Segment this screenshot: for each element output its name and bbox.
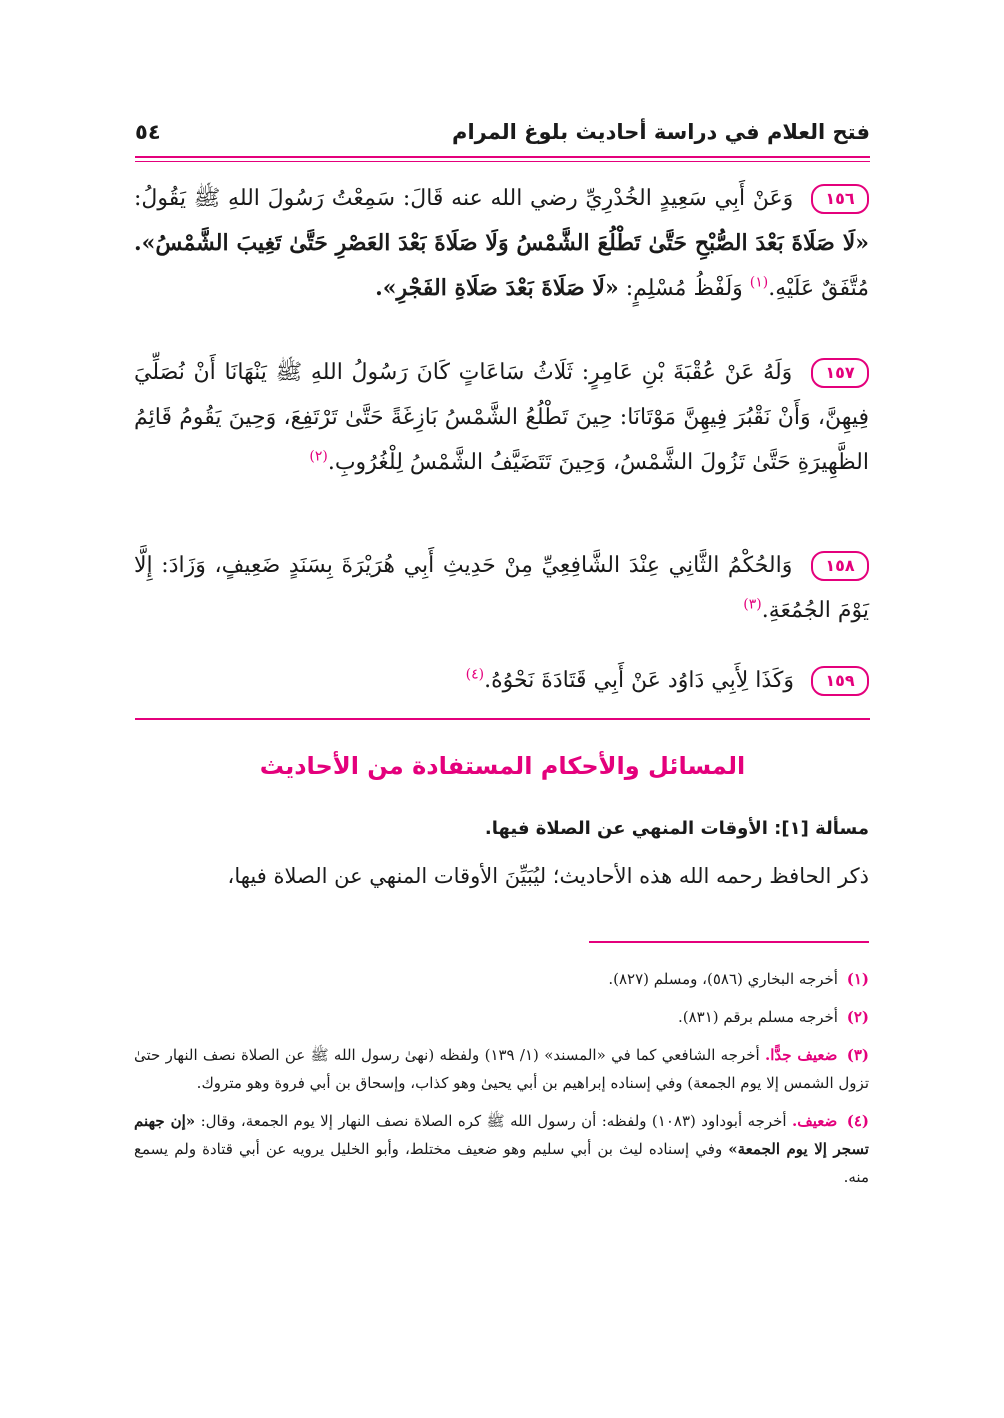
hadith-quote-2: «لَا صَلَاةَ بَعْدَ صَلَاةِ الفَجْرِ». xyxy=(375,275,619,301)
hadith-number-badge: ١٥٦ xyxy=(811,184,869,214)
hadith-text: وَعَنْ أَبِي سَعِيدٍ الخُدْرِيِّ رضي الله عنه قَالَ: سَمِعْتُ رَسُولَ اللهِ ﷺ يَقُولُ: xyxy=(134,186,794,211)
hadith-source-2: وَلَفْظُ مُسْلِمٍ: xyxy=(625,276,743,301)
issue-title: الأوقات المنهي عن الصلاة فيها. xyxy=(484,818,768,839)
footnote-2 xyxy=(134,1003,869,1031)
footnote-grade: ضعيف. xyxy=(792,1112,838,1130)
issue-label: مسألة [١]: xyxy=(774,818,869,839)
hadith-text: وَلَهُ عَنْ عُقْبَةَ بْنِ عَامِرٍ: ثَلَاثُ سَاعَاتٍ كَانَ رَسُولُ اللهِ ﷺ يَنْهَانَا أَنْ نُصَلِّيَ فِيهِنَّ، وَأَنْ نَقْبُرَ فِيهِنَّ مَوْتَانَا: حِينَ تَطْلُعُ الشَّمْسُ بَازِغَةً حَتَّىٰ تَرْتَفِعَ، وَحِينَ يَقُومُ قَائِمُ الظَّهِيرَةِ حَتَّىٰ تَزُولَ الشَّمْسُ، وَحِينَ تَتَضَيَّفُ الشَّمْسُ لِلْغُرُوبِ. xyxy=(134,360,869,475)
footnote-mark: (٤) xyxy=(846,1112,869,1130)
hadith-source: مُتَّفَقٌ عَلَيْهِ. xyxy=(768,276,869,301)
issue-heading xyxy=(134,818,869,839)
footnote-text-2: وفي إسناده ليث بن أبي سليم وهو ضعيف مختلط، وأبو الخليل يرويه عن أبي قتادة ولم يسمع منه. xyxy=(134,1140,869,1186)
header-rule xyxy=(135,156,870,158)
footnote-mark: (٢) xyxy=(846,1008,869,1026)
hadith-156 xyxy=(134,176,869,311)
hadith-158 xyxy=(134,543,869,633)
footnote-text: أخرجه البخاري (٥٨٦)، ومسلم (٨٢٧). xyxy=(608,970,838,988)
footnote-mark: (١) xyxy=(846,970,869,988)
footnote-ref[interactable]: (٤) xyxy=(465,666,485,683)
footnote-ref[interactable]: (٣) xyxy=(743,596,762,613)
footnote-ref[interactable]: (١) xyxy=(749,274,769,291)
page-number: ٥٤ xyxy=(135,120,161,144)
footnote-ref[interactable]: (٢) xyxy=(309,448,328,465)
footnotes xyxy=(134,965,869,1201)
footnote-3 xyxy=(134,1041,869,1097)
book-title: فتح العلام في دراسة أحاديث بلوغ المرام xyxy=(452,120,870,144)
footnote-4 xyxy=(134,1107,869,1191)
hadith-quote: «لَا صَلَاةَ بَعْدَ الصُّبْحِ حَتَّىٰ تَطْلُعَ الشَّمْسُ وَلَا صَلَاةَ بَعْدَ العَصْرِ حَتَّىٰ تَغِيبَ الشَّمْسُ». xyxy=(134,230,869,256)
section-divider xyxy=(135,718,870,720)
hadith-text: وَالحُكْمُ الثَّانِي عِنْدَ الشَّافِعِيِّ مِنْ حَدِيثِ أَبِي هُرَيْرَةَ بِسَنَدٍ ضَعِيفٍ، وَزَادَ: إِلَّا يَوْمَ الجُمُعَةِ. xyxy=(134,553,869,623)
footnote-grade: ضعيف جدًّا. xyxy=(765,1046,838,1064)
footnote-mark: (٣) xyxy=(846,1046,869,1064)
page-header xyxy=(135,118,870,152)
footnote-text: أخرجه أبوداود (١٠٨٣) ولفظه: أن رسول الله ﷺ كره الصلاة نصف النهار إلا يوم الجمعة، وقال: xyxy=(200,1112,787,1130)
footnote-text: أخرجه مسلم برقم (٨٣١). xyxy=(677,1008,838,1026)
hadith-159 xyxy=(134,658,869,703)
footnote-separator xyxy=(589,941,869,943)
footnote-1 xyxy=(134,965,869,993)
hadith-number-badge: ١٥٨ xyxy=(811,551,869,581)
intro-paragraph: ذكر الحافظ رحمه الله هذه الأحاديث؛ ليُبَيِّنَ الأوقات المنهي عن الصلاة فيها، xyxy=(227,864,869,888)
hadith-number-badge: ١٥٩ xyxy=(811,666,869,696)
hadith-text: وَكَذَا لِأَبِي دَاوُد عَنْ أَبِي قَتَادَةَ نَحْوُهُ. xyxy=(484,668,794,693)
footnote-text: أخرجه الشافعي كما في «المسند» (١/ ١٣٩) ولفظه (نهىٰ رسول الله ﷺ عن الصلاة نصف النهار حتىٰ تزول الشمس إلا يوم الجمعة) وفي إسناده إبراهيم بن أبي يحيىٰ وهو كذاب، وإسحاق بن أبي فروة وهو متروك. xyxy=(134,1046,869,1092)
hadith-number-badge: ١٥٧ xyxy=(811,358,869,388)
hadith-157 xyxy=(134,350,869,485)
section-title: المسائل والأحكام المستفادة من الأحاديث xyxy=(259,752,746,780)
footnote-quote: «إن جهنم تسجر إلا يوم الجمعة» xyxy=(134,1112,869,1158)
header-rule-thin xyxy=(135,161,870,162)
